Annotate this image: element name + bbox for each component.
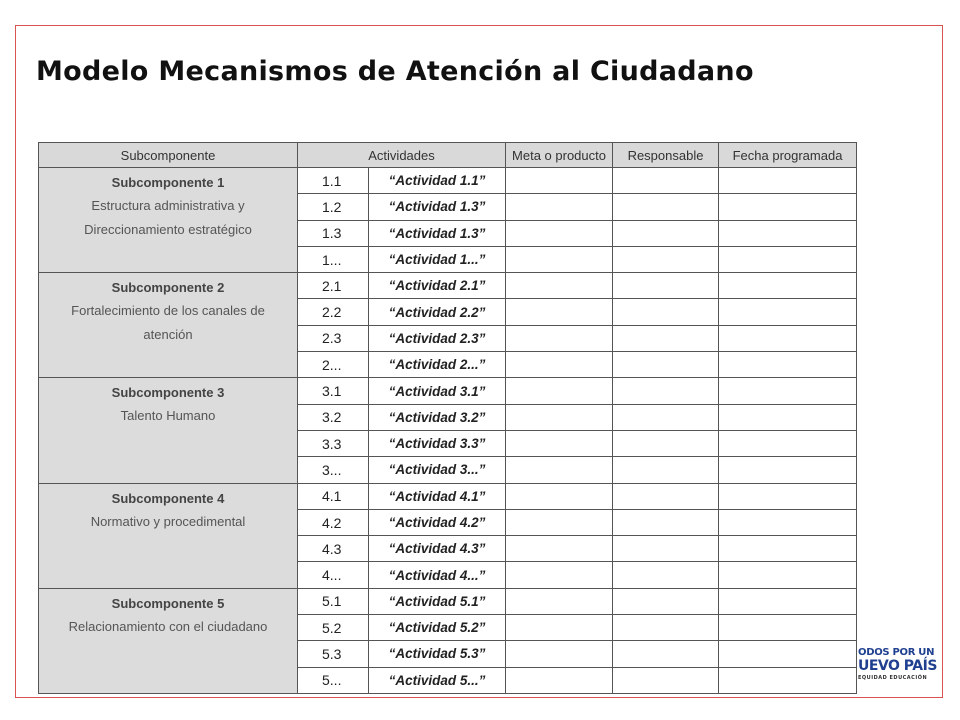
table-header-row xyxy=(39,143,857,168)
date-cell[interactable] xyxy=(719,299,857,325)
table-row xyxy=(39,273,857,299)
activity-name: “Actividad 2.1” xyxy=(369,273,506,299)
activity-number: 3.3 xyxy=(298,430,369,456)
goal-cell[interactable] xyxy=(506,273,613,299)
activity-number: 3... xyxy=(298,457,369,483)
activity-name: “Actividad 5.3” xyxy=(369,641,506,667)
activity-name: “Actividad 1.3” xyxy=(369,194,506,220)
activity-name: “Actividad 3.3” xyxy=(369,430,506,456)
activity-number: 1... xyxy=(298,246,369,272)
activity-number: 4.2 xyxy=(298,509,369,535)
activity-name: “Actividad 1...” xyxy=(369,246,506,272)
subcomponent-title: Subcomponente 3 xyxy=(111,385,225,401)
goal-cell[interactable] xyxy=(506,536,613,562)
activity-name: “Actividad 2.2” xyxy=(369,299,506,325)
goal-cell[interactable] xyxy=(506,509,613,535)
subcomponent-description: atención xyxy=(143,327,193,343)
goal-cell[interactable] xyxy=(506,325,613,351)
date-cell[interactable] xyxy=(719,641,857,667)
activity-name: “Actividad 4...” xyxy=(369,562,506,588)
government-logo xyxy=(858,646,938,688)
activity-name: “Actividad 3...” xyxy=(369,457,506,483)
activity-name: “Actividad 4.3” xyxy=(369,536,506,562)
date-cell[interactable] xyxy=(719,404,857,430)
table-row xyxy=(39,588,857,614)
date-cell[interactable] xyxy=(719,562,857,588)
goal-cell[interactable] xyxy=(506,352,613,378)
subcomponent-description: Direccionamiento estratégico xyxy=(84,222,252,237)
table-row xyxy=(39,483,857,509)
subcomponent-cell xyxy=(39,483,298,588)
goal-cell[interactable] xyxy=(506,299,613,325)
date-cell[interactable] xyxy=(719,667,857,693)
activity-name: “Actividad 4.2” xyxy=(369,509,506,535)
subcomponent-cell xyxy=(39,588,298,693)
responsible-cell[interactable] xyxy=(613,430,719,456)
responsible-cell[interactable] xyxy=(613,325,719,351)
responsible-cell[interactable] xyxy=(613,457,719,483)
activity-name: “Actividad 1.1” xyxy=(369,168,506,194)
subcomponent-cell xyxy=(39,378,298,483)
date-cell[interactable] xyxy=(719,509,857,535)
activity-name: “Actividad 5.2” xyxy=(369,615,506,641)
activity-name: “Actividad 2.3” xyxy=(369,325,506,351)
activity-name: “Actividad 2...” xyxy=(369,352,506,378)
goal-cell[interactable] xyxy=(506,615,613,641)
responsible-cell[interactable] xyxy=(613,168,719,194)
date-cell[interactable] xyxy=(719,168,857,194)
goal-cell[interactable] xyxy=(506,457,613,483)
responsible-cell[interactable] xyxy=(613,588,719,614)
goal-cell[interactable] xyxy=(506,220,613,246)
subcomponent-title: Subcomponente 5 xyxy=(111,595,225,611)
table-row xyxy=(39,168,857,194)
activity-number: 5... xyxy=(298,667,369,693)
activity-number: 5.2 xyxy=(298,615,369,641)
date-cell[interactable] xyxy=(719,588,857,614)
subcomponent-description: Fortalecimiento de los canales de xyxy=(71,303,265,319)
activity-number: 5.3 xyxy=(298,641,369,667)
activity-number: 3.2 xyxy=(298,404,369,430)
activity-number: 4.3 xyxy=(298,536,369,562)
goal-cell[interactable] xyxy=(506,404,613,430)
header-date: Fecha programada xyxy=(719,143,857,168)
activity-number: 2.1 xyxy=(298,273,369,299)
slide-title: Modelo Mecanismos de Atención al Ciudadano xyxy=(36,56,754,87)
goal-cell[interactable] xyxy=(506,588,613,614)
responsible-cell[interactable] xyxy=(613,483,719,509)
activity-name: “Actividad 4.1” xyxy=(369,483,506,509)
goal-cell[interactable] xyxy=(506,483,613,509)
responsible-cell[interactable] xyxy=(613,404,719,430)
date-cell[interactable] xyxy=(719,273,857,299)
activity-number: 5.1 xyxy=(298,588,369,614)
activity-number: 4... xyxy=(298,562,369,588)
activity-number: 2.3 xyxy=(298,325,369,351)
activity-number: 1.3 xyxy=(298,220,369,246)
responsible-cell[interactable] xyxy=(613,615,719,641)
activity-name: “Actividad 3.2” xyxy=(369,404,506,430)
date-cell[interactable] xyxy=(719,536,857,562)
responsible-cell[interactable] xyxy=(613,667,719,693)
date-cell[interactable] xyxy=(719,194,857,220)
responsible-cell[interactable] xyxy=(613,194,719,220)
subcomponent-title: Subcomponente 1 xyxy=(111,175,225,190)
goal-cell[interactable] xyxy=(506,641,613,667)
subcomponent-cell xyxy=(39,168,298,273)
responsible-cell[interactable] xyxy=(613,509,719,535)
goal-cell[interactable] xyxy=(506,246,613,272)
header-activities: Actividades xyxy=(298,143,506,168)
date-cell[interactable] xyxy=(719,457,857,483)
activity-number: 2.2 xyxy=(298,299,369,325)
date-cell[interactable] xyxy=(719,246,857,272)
header-responsible: Responsable xyxy=(613,143,719,168)
activity-name: “Actividad 3.1” xyxy=(369,378,506,404)
logo-line-2: UEVO PAÍS xyxy=(858,658,937,674)
responsible-cell[interactable] xyxy=(613,352,719,378)
responsible-cell[interactable] xyxy=(613,536,719,562)
goal-cell[interactable] xyxy=(506,378,613,404)
subcomponent-description: Normativo y procedimental xyxy=(90,513,246,529)
date-cell[interactable] xyxy=(719,220,857,246)
responsible-cell[interactable] xyxy=(613,641,719,667)
subcomponent-description: Relacionamiento con el ciudadano xyxy=(68,618,268,634)
responsible-cell[interactable] xyxy=(613,378,719,404)
activity-number: 1.2 xyxy=(298,194,369,220)
header-subcomponent: Subcomponente xyxy=(39,143,298,168)
table-row xyxy=(39,378,857,404)
goal-cell[interactable] xyxy=(506,168,613,194)
subcomponent-description: Estructura administrativa y xyxy=(91,198,245,213)
activity-number: 1.1 xyxy=(298,168,369,194)
activities-table xyxy=(38,142,857,694)
responsible-cell[interactable] xyxy=(613,273,719,299)
activity-name: “Actividad 5.1” xyxy=(369,588,506,614)
subcomponent-cell xyxy=(39,273,298,378)
activity-name: “Actividad 1.3” xyxy=(369,220,506,246)
goal-cell[interactable] xyxy=(506,430,613,456)
activity-number: 2... xyxy=(298,352,369,378)
subcomponent-title: Subcomponente 4 xyxy=(111,490,225,506)
responsible-cell[interactable] xyxy=(613,246,719,272)
goal-cell[interactable] xyxy=(506,194,613,220)
activity-number: 4.1 xyxy=(298,483,369,509)
activity-name: “Actividad 5...” xyxy=(369,667,506,693)
logo-line-1: ODOS POR UN xyxy=(858,647,935,658)
responsible-cell[interactable] xyxy=(613,562,719,588)
responsible-cell[interactable] xyxy=(613,299,719,325)
date-cell[interactable] xyxy=(719,430,857,456)
subcomponent-title: Subcomponente 2 xyxy=(111,280,225,296)
date-cell[interactable] xyxy=(719,615,857,641)
date-cell[interactable] xyxy=(719,378,857,404)
goal-cell[interactable] xyxy=(506,667,613,693)
date-cell[interactable] xyxy=(719,352,857,378)
date-cell[interactable] xyxy=(719,325,857,351)
date-cell[interactable] xyxy=(719,483,857,509)
logo-line-3: EQUIDAD EDUCACIÓN xyxy=(858,675,928,681)
goal-cell[interactable] xyxy=(506,562,613,588)
subcomponent-description: Talento Humano xyxy=(120,408,216,424)
responsible-cell[interactable] xyxy=(613,220,719,246)
header-goal: Meta o producto xyxy=(506,143,613,168)
activity-number: 3.1 xyxy=(298,378,369,404)
